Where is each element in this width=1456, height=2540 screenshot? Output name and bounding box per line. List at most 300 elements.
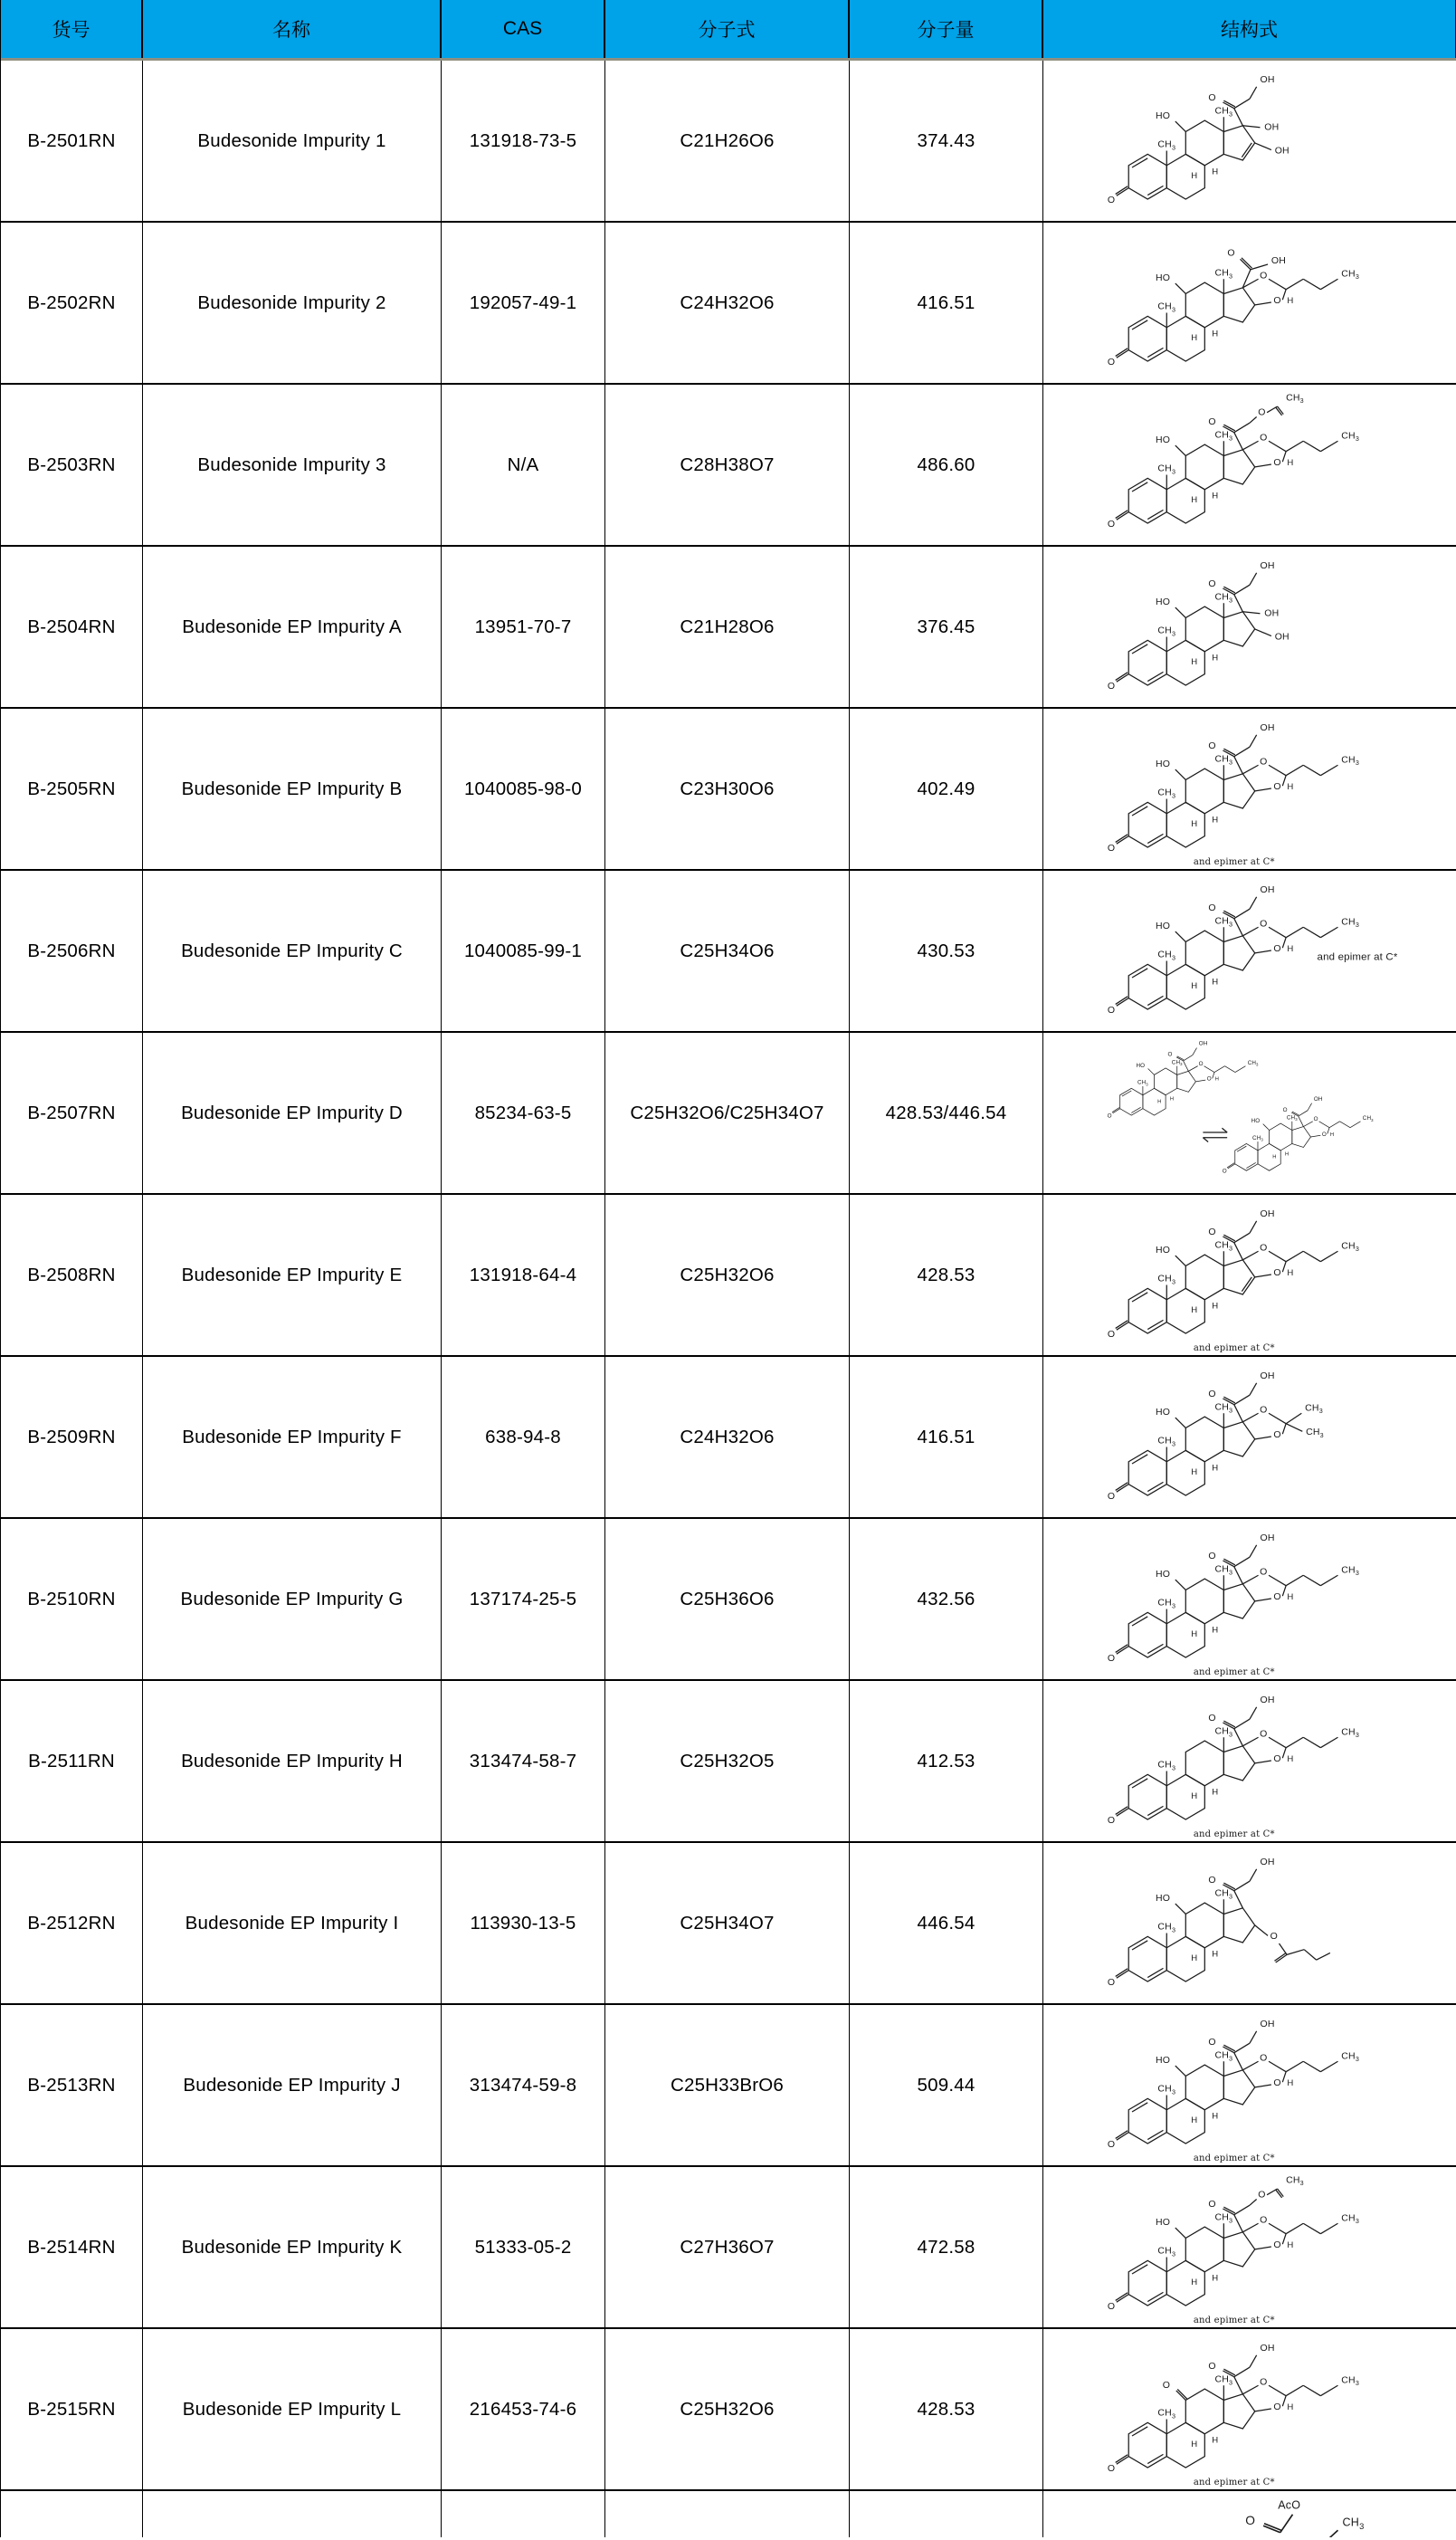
svg-text:CH3​: $CH_3$ [1157, 463, 1176, 476]
structure-cell [1043, 709, 1456, 869]
svg-text:and epimer at C*: and epimer at C* [1317, 951, 1398, 963]
item-no-cell: B-2502RN [1, 223, 143, 383]
table-header [1, 0, 1456, 61]
structure-cell [1043, 2491, 1456, 2537]
formula-cell: C21H26O6 [605, 61, 850, 221]
svg-text:CH3​: $CH_3$ [1286, 2173, 1304, 2187]
item-no-cell: B-2512RN [1, 1843, 143, 2003]
svg-text:CH3​: $CH_3$ [1214, 914, 1233, 928]
name-cell: Budesonide EP Impurity F [143, 1357, 442, 1517]
svg-text:OH: OH [1260, 1532, 1275, 1543]
svg-text:O: O [1282, 1106, 1288, 1113]
name-cell [143, 2491, 442, 2537]
svg-text:OH: OH [1313, 1095, 1323, 1103]
svg-text:H: H [1287, 943, 1294, 954]
svg-text:OH: OH [1264, 607, 1280, 619]
svg-text:O: O [1260, 755, 1268, 767]
svg-text:AcO: AcO [1278, 2498, 1301, 2512]
mw-cell: 509.44 [850, 2005, 1043, 2165]
svg-text:H: H [1212, 2434, 1219, 2445]
svg-text:H: H [1214, 1076, 1220, 1083]
svg-text:and epimer at C*: and epimer at C* [1193, 1666, 1275, 1677]
svg-text:O: O [1273, 1590, 1281, 1602]
svg-text:O: O [1260, 1241, 1268, 1253]
svg-text:O: O [1273, 456, 1281, 468]
structure-cell [1043, 871, 1456, 1031]
mw-cell: 472.58 [850, 2167, 1043, 2327]
svg-text:CH3​: $CH_3$ [1137, 1079, 1148, 1086]
formula-cell: C25H34O7 [605, 1843, 850, 2003]
cas-cell: 85234-63-5 [442, 1033, 605, 1193]
table-row [1, 1681, 1456, 1843]
svg-text:CH3​: $CH_3$ [1286, 391, 1304, 405]
svg-text:and epimer at C*: and epimer at C* [1193, 2315, 1275, 2325]
svg-text:O: O [1208, 91, 1216, 103]
svg-text:O: O [1107, 2462, 1116, 2474]
svg-text:O: O [1198, 1060, 1204, 1067]
svg-text:O: O [1208, 902, 1216, 913]
svg-text:O: O [1273, 780, 1281, 792]
svg-text:CH3​: $CH_3$ [1214, 1886, 1233, 1900]
svg-text:H: H [1212, 2272, 1219, 2283]
structure-cell [1043, 223, 1456, 383]
cas-cell: 113930-13-5 [442, 1843, 605, 2003]
chemical-structure-drawing [1055, 1684, 1444, 1839]
svg-text:OH: OH [1270, 254, 1287, 266]
svg-text:HO: HO [1155, 758, 1171, 769]
svg-text:H: H [1212, 1462, 1219, 1473]
svg-text:H: H [1287, 2239, 1294, 2250]
table-row [1, 2491, 1456, 2537]
svg-text:H: H [1212, 652, 1219, 663]
cas-cell: 13951-70-7 [442, 547, 605, 707]
svg-text:HO: HO [1155, 920, 1171, 931]
svg-text:O: O [1321, 1131, 1327, 1138]
svg-text:O: O [1208, 1226, 1216, 1237]
svg-text:HO: HO [1155, 596, 1171, 607]
svg-text:H: H [1191, 2115, 1198, 2125]
chemical-structure-drawing [1055, 1522, 1444, 1677]
svg-text:H: H [1287, 781, 1294, 792]
svg-text:O: O [1208, 2036, 1216, 2048]
cas-cell: 638-94-8 [442, 1357, 605, 1517]
svg-text:O: O [1260, 1727, 1268, 1739]
svg-text:and epimer at C*: and epimer at C* [1193, 2477, 1275, 2487]
item-no-cell: B-2513RN [1, 2005, 143, 2165]
svg-text:CH3​: $CH_3$ [1157, 138, 1176, 152]
svg-text:O: O [1208, 2198, 1216, 2210]
svg-text:HO: HO [1155, 110, 1171, 121]
svg-text:CH3​: $CH_3$ [1341, 2211, 1360, 2225]
svg-text:CH3​: $CH_3$ [1341, 1563, 1360, 1577]
formula-cell: C25H33BrO6 [605, 2005, 850, 2165]
chemical-structure-drawing [1055, 2008, 1444, 2163]
name-cell: Budesonide EP Impurity B [143, 709, 442, 869]
formula-cell [605, 2491, 850, 2537]
svg-text:CH3​: $CH_3$ [1214, 1400, 1233, 1414]
svg-text:O: O [1107, 2138, 1116, 2150]
svg-text:CH3​: $CH_3$ [1306, 1426, 1324, 1439]
cas-cell: 313474-59-8 [442, 2005, 605, 2165]
svg-text:O: O [1227, 246, 1235, 258]
mw-cell: 416.51 [850, 223, 1043, 383]
formula-cell: C25H32O5 [605, 1681, 850, 1841]
svg-text:H: H [1272, 1153, 1277, 1160]
table-row [1, 1195, 1456, 1357]
svg-text:O: O [1208, 740, 1216, 751]
svg-text:O: O [1107, 842, 1116, 854]
svg-text:H: H [1287, 2077, 1294, 2088]
svg-text:HO: HO [1155, 1892, 1171, 1904]
svg-text:CH3​: $CH_3$ [1157, 1759, 1176, 1772]
svg-text:CH3​: $CH_3$ [1252, 1134, 1263, 1142]
svg-text:O: O [1107, 1004, 1116, 1016]
svg-text:O: O [1273, 2239, 1281, 2250]
svg-text:O: O [1208, 1874, 1216, 1886]
cas-cell: 131918-73-5 [442, 61, 605, 221]
formula-cell: C24H32O6 [605, 223, 850, 383]
item-no-cell: B-2514RN [1, 2167, 143, 2327]
chemical-structure-drawing [1055, 1036, 1444, 1191]
svg-text:CH3​: $CH_3$ [1247, 1059, 1259, 1067]
table-row [1, 1033, 1456, 1195]
formula-cell: C28H38O7 [605, 385, 850, 545]
svg-text:O: O [1107, 680, 1116, 692]
svg-text:CH3​: $CH_3$ [1157, 2245, 1176, 2258]
mw-cell: 486.60 [850, 385, 1043, 545]
svg-text:CH3​: $CH_3$ [1157, 301, 1176, 314]
svg-text:O: O [1222, 1168, 1227, 1175]
svg-text:CH3​: $CH_3$ [1214, 1724, 1233, 1738]
svg-text:OH: OH [1198, 1040, 1208, 1047]
table-row [1, 1843, 1456, 2005]
svg-text:O: O [1260, 2375, 1268, 2387]
svg-text:OH: OH [1260, 883, 1275, 895]
chemical-structure-drawing [1055, 1846, 1444, 2001]
name-cell: Budesonide EP Impurity K [143, 2167, 442, 2327]
table-row [1, 547, 1456, 709]
svg-text:CH3​: $CH_3$ [1214, 266, 1233, 280]
svg-text:CH3​: $CH_3$ [1341, 2049, 1360, 2063]
svg-text:H: H [1212, 328, 1219, 339]
table-body [1, 61, 1456, 2537]
name-cell: Budesonide EP Impurity C [143, 871, 442, 1031]
svg-text:H: H [1191, 170, 1198, 181]
svg-text:CH3​: $CH_3$ [1214, 2373, 1233, 2386]
svg-text:OH: OH [1274, 630, 1289, 642]
svg-text:O: O [1273, 1752, 1281, 1764]
svg-text:H: H [1191, 2277, 1198, 2287]
name-cell: Budesonide EP Impurity D [143, 1033, 442, 1193]
table-row [1, 385, 1456, 547]
svg-text:O: O [1107, 1328, 1116, 1340]
structure-cell [1043, 2005, 1456, 2165]
svg-text:O: O [1206, 1075, 1212, 1083]
item-no-cell: B-2501RN [1, 61, 143, 221]
formula-cell: C25H32O6 [605, 2329, 850, 2489]
name-cell: Budesonide EP Impurity L [143, 2329, 442, 2489]
table-row [1, 871, 1456, 1033]
svg-text:H: H [1191, 2439, 1198, 2449]
name-cell: Budesonide EP Impurity I [143, 1843, 442, 2003]
svg-text:H: H [1212, 1300, 1219, 1311]
table-row [1, 2329, 1456, 2491]
svg-text:CH3​: $CH_3$ [1157, 625, 1176, 638]
svg-text:O: O [1107, 518, 1116, 530]
item-no-cell: B-2505RN [1, 709, 143, 869]
svg-text:H: H [1191, 1953, 1198, 1963]
svg-text:H: H [1287, 1267, 1294, 1278]
table-row [1, 1519, 1456, 1681]
svg-text:H: H [1212, 814, 1219, 825]
svg-text:CH3​: $CH_3$ [1341, 267, 1360, 281]
svg-text:O: O [1260, 431, 1268, 443]
svg-text:HO: HO [1155, 272, 1171, 283]
name-cell: Budesonide EP Impurity A [143, 547, 442, 707]
svg-text:H: H [1191, 332, 1198, 343]
table-row [1, 709, 1456, 871]
svg-text:HO: HO [1155, 434, 1171, 445]
svg-text:O: O [1107, 1490, 1116, 1502]
item-no-cell: B-2509RN [1, 1357, 143, 1517]
svg-text:H: H [1212, 1786, 1219, 1797]
mw-cell: 428.53 [850, 1195, 1043, 1355]
item-no-cell: B-2515RN [1, 2329, 143, 2489]
cas-cell: 51333-05-2 [442, 2167, 605, 2327]
svg-text:O: O [1107, 1112, 1112, 1119]
svg-text:OH: OH [1260, 721, 1275, 733]
svg-text:O: O [1258, 406, 1266, 418]
svg-text:HO: HO [1136, 1062, 1146, 1069]
svg-text:H: H [1287, 457, 1294, 468]
svg-text:H: H [1191, 818, 1198, 829]
svg-text:CH3​: $CH_3$ [1214, 2048, 1233, 2062]
svg-text:O: O [1260, 269, 1268, 281]
table-row [1, 61, 1456, 223]
svg-text:O: O [1107, 194, 1116, 205]
svg-text:OH: OH [1264, 121, 1280, 133]
header-cell-formula: 分子式 [605, 0, 850, 58]
mw-cell: 416.51 [850, 1357, 1043, 1517]
mw-cell: 402.49 [850, 709, 1043, 869]
svg-text:and epimer at C*: and epimer at C* [1193, 1829, 1275, 1839]
svg-text:O: O [1313, 1115, 1318, 1122]
svg-text:H: H [1287, 295, 1294, 306]
structure-cell [1043, 2329, 1456, 2489]
svg-text:H: H [1191, 656, 1198, 667]
svg-text:O: O [1273, 2077, 1281, 2088]
cas-cell: 1040085-99-1 [442, 871, 605, 1031]
svg-text:H: H [1287, 1753, 1294, 1764]
mw-cell: 376.45 [850, 547, 1043, 707]
formula-cell: C25H34O6 [605, 871, 850, 1031]
svg-text:O: O [1107, 1652, 1116, 1664]
header-cell-name: 名称 [143, 0, 442, 58]
svg-text:and epimer at C*: and epimer at C* [1193, 856, 1275, 867]
mw-cell: 374.43 [850, 61, 1043, 221]
formula-cell: C25H32O6/C25H34O7 [605, 1033, 850, 1193]
svg-text:OH: OH [1260, 559, 1275, 571]
formula-cell: C21H28O6 [605, 547, 850, 707]
svg-text:CH3​: $CH_3$ [1157, 2083, 1176, 2096]
svg-text:OH: OH [1260, 2342, 1275, 2354]
mw-cell [850, 2491, 1043, 2537]
svg-text:H: H [1212, 1948, 1219, 1959]
name-cell: Budesonide EP Impurity J [143, 2005, 442, 2165]
svg-text:O: O [1245, 2514, 1256, 2527]
svg-text:H: H [1212, 976, 1219, 987]
svg-text:OH: OH [1260, 73, 1275, 85]
svg-text:CH3​: $CH_3$ [1157, 949, 1176, 962]
svg-text:CH3​: $CH_3$ [1171, 1058, 1183, 1066]
svg-text:CH3​: $CH_3$ [1305, 1401, 1323, 1415]
cas-cell: N/A [442, 385, 605, 545]
svg-text:O: O [1273, 2401, 1281, 2412]
structure-cell [1043, 1033, 1456, 1193]
svg-text:H: H [1284, 1151, 1289, 1158]
svg-text:H: H [1191, 1628, 1198, 1639]
svg-text:O: O [1273, 1266, 1281, 1278]
structure-cell [1043, 1357, 1456, 1517]
svg-text:O: O [1162, 2379, 1171, 2391]
svg-text:CH3​: $CH_3$ [1157, 1921, 1176, 1934]
svg-text:OH: OH [1260, 1694, 1275, 1705]
svg-text:H: H [1287, 1591, 1294, 1602]
svg-text:CH3​: $CH_3$ [1157, 2407, 1176, 2421]
svg-text:H: H [1329, 1132, 1335, 1138]
svg-text:O: O [1107, 1814, 1116, 1826]
svg-text:CH3​: $CH_3$ [1341, 429, 1360, 443]
svg-text:O: O [1273, 1428, 1281, 1440]
mw-cell: 432.56 [850, 1519, 1043, 1679]
header-cell-mw: 分子量 [850, 0, 1043, 58]
header-cell-structure: 结构式 [1043, 0, 1456, 58]
svg-text:H: H [1287, 2402, 1294, 2412]
chemical-structure-drawing [1055, 225, 1444, 381]
svg-text:H: H [1212, 166, 1219, 177]
svg-text:O: O [1260, 2213, 1268, 2225]
svg-text:O: O [1208, 1550, 1216, 1561]
item-no-cell: B-2508RN [1, 1195, 143, 1355]
svg-text:CH3​: $CH_3$ [1362, 1114, 1374, 1122]
svg-text:and epimer at C*: and epimer at C* [1193, 1342, 1275, 1353]
svg-text:O: O [1273, 942, 1281, 954]
svg-text:OH: OH [1274, 144, 1289, 156]
chemical-structure-drawing [1055, 387, 1444, 543]
header-cell-cas: CAS [442, 0, 605, 58]
svg-text:H: H [1191, 980, 1198, 991]
chemical-structure-drawing [1055, 1360, 1444, 1515]
svg-text:O: O [1208, 415, 1216, 427]
svg-text:HO: HO [1155, 2216, 1171, 2228]
svg-text:CH3​: $CH_3$ [1214, 752, 1233, 766]
name-cell: Budesonide Impurity 1 [143, 61, 442, 221]
cas-cell: 1040085-98-0 [442, 709, 605, 869]
svg-text:O: O [1107, 2300, 1116, 2312]
svg-text:CH3​: $CH_3$ [1214, 1238, 1233, 1252]
svg-text:H: H [1212, 490, 1219, 501]
chemical-structure-drawing [1055, 874, 1444, 1029]
mw-cell: 430.53 [850, 871, 1043, 1031]
cas-cell: 137174-25-5 [442, 1519, 605, 1679]
chemical-structure-drawing [1055, 711, 1444, 867]
svg-text:HO: HO [1155, 1244, 1171, 1256]
svg-text:O: O [1107, 1976, 1116, 1988]
formula-cell: C23H30O6 [605, 709, 850, 869]
formula-cell: C25H32O6 [605, 1195, 850, 1355]
structure-cell [1043, 1843, 1456, 2003]
item-no-cell: B-2511RN [1, 1681, 143, 1841]
svg-text:CH3​: $CH_3$ [1214, 104, 1233, 118]
table-row [1, 223, 1456, 385]
formula-cell: C24H32O6 [605, 1357, 850, 1517]
table-row [1, 1357, 1456, 1519]
svg-text:O: O [1260, 1565, 1268, 1577]
svg-text:CH3​: $CH_3$ [1341, 1725, 1360, 1739]
name-cell: Budesonide Impurity 2 [143, 223, 442, 383]
svg-text:CH3​: $CH_3$ [1286, 1113, 1298, 1122]
svg-text:H: H [1169, 1095, 1175, 1102]
structure-cell [1043, 1681, 1456, 1841]
chemical-structure-drawing [1055, 549, 1444, 705]
svg-text:HO: HO [1155, 1568, 1171, 1580]
svg-text:CH3​: $CH_3$ [1157, 787, 1176, 800]
structure-cell [1043, 2167, 1456, 2327]
svg-text:O: O [1260, 1403, 1268, 1415]
name-cell: Budesonide EP Impurity G [143, 1519, 442, 1679]
mw-cell: 446.54 [850, 1843, 1043, 2003]
svg-text:H: H [1191, 1466, 1198, 1477]
chemical-structure-drawing [1055, 1198, 1444, 1353]
svg-text:O: O [1208, 2360, 1216, 2372]
svg-text:CH3​: $CH_3$ [1157, 1597, 1176, 1610]
svg-text:CH3​: $CH_3$ [1214, 428, 1233, 442]
name-cell: Budesonide EP Impurity H [143, 1681, 442, 1841]
chemical-structure-drawing [1055, 2332, 1444, 2487]
cas-cell: 192057-49-1 [442, 223, 605, 383]
svg-text:H: H [1212, 2110, 1219, 2121]
svg-text:CH3​: $CH_3$ [1157, 1435, 1176, 1448]
cas-cell: 216453-74-6 [442, 2329, 605, 2489]
formula-cell: C25H36O6 [605, 1519, 850, 1679]
svg-text:H: H [1191, 494, 1198, 505]
svg-text:CH3​: $CH_3$ [1341, 2373, 1360, 2387]
structure-cell [1043, 1195, 1456, 1355]
item-no-cell: B-2507RN [1, 1033, 143, 1193]
svg-text:OH: OH [1260, 1856, 1275, 1867]
svg-text:O: O [1208, 1388, 1216, 1399]
svg-text:OH: OH [1260, 1208, 1275, 1219]
header-cell-item-no: 货号 [1, 0, 143, 58]
svg-text:HO: HO [1155, 1406, 1171, 1418]
svg-text:CH3​: $CH_3$ [1342, 2516, 1365, 2531]
svg-text:HO: HO [1251, 1117, 1261, 1124]
item-no-cell: B-2504RN [1, 547, 143, 707]
svg-text:O: O [1273, 294, 1281, 306]
svg-text:H: H [1191, 1304, 1198, 1315]
svg-text:HO: HO [1155, 2054, 1171, 2066]
svg-text:H: H [1191, 1790, 1198, 1801]
table-row [1, 2167, 1456, 2329]
svg-text:CH3​: $CH_3$ [1157, 1273, 1176, 1286]
mw-cell: 412.53 [850, 1681, 1043, 1841]
svg-text:OH: OH [1260, 2018, 1275, 2029]
svg-text:H: H [1212, 1624, 1219, 1635]
item-no-cell [1, 2491, 143, 2537]
svg-text:O: O [1260, 917, 1268, 929]
svg-text:O: O [1208, 1712, 1216, 1724]
svg-text:CH3​: $CH_3$ [1341, 753, 1360, 767]
